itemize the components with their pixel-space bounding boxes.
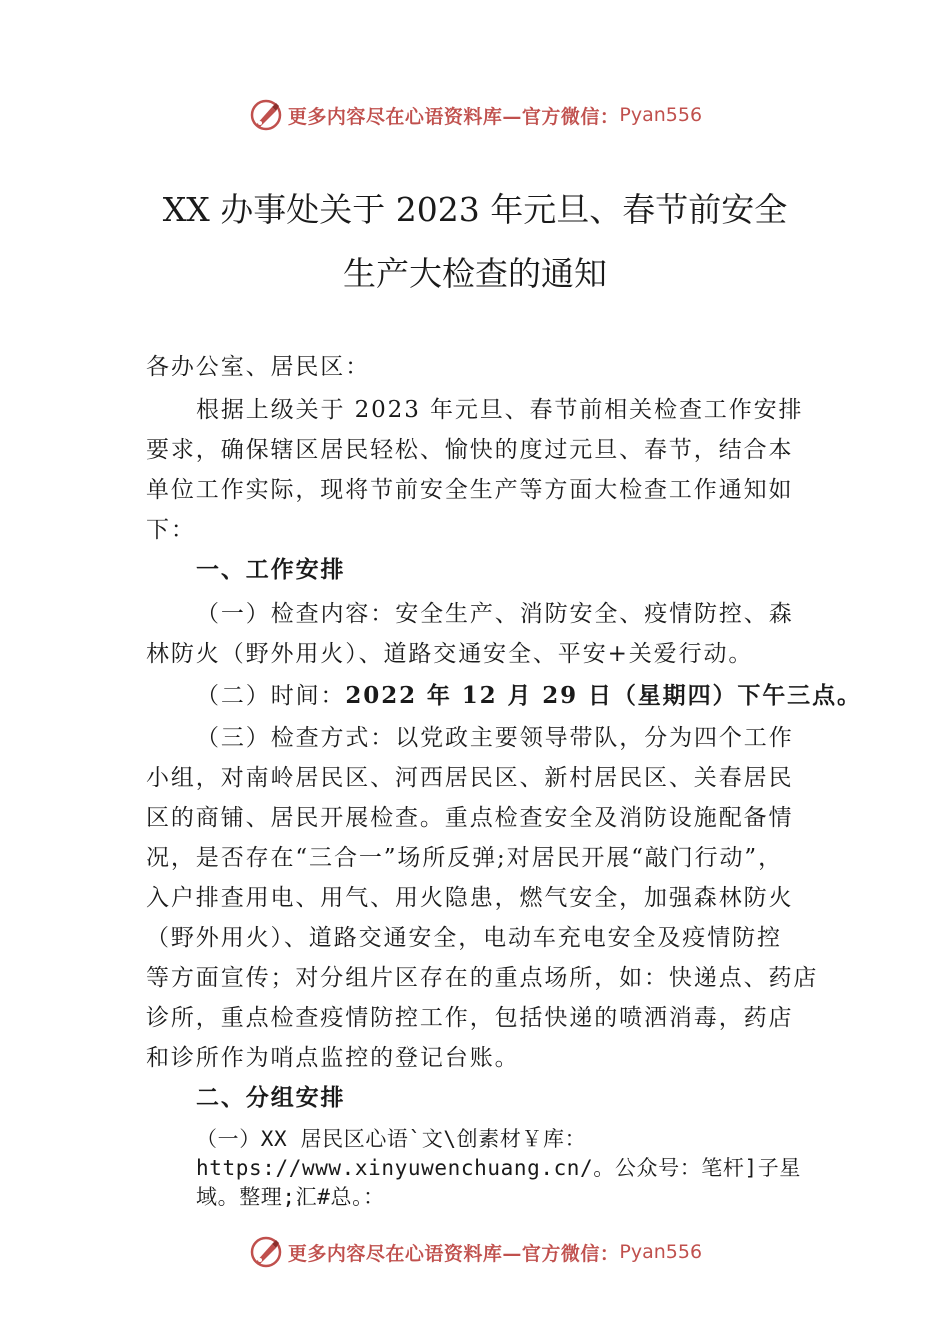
intro-line: 单位工作实际，现将节前安全生产等方面大检查工作通知如 xyxy=(146,477,794,503)
item-2-value: 2022 年 12 月 29 日（星期四）下午三点。 xyxy=(345,682,862,709)
pen-logo-icon xyxy=(248,97,284,133)
document-title xyxy=(100,178,850,306)
footer-banner xyxy=(0,1232,950,1272)
group-1-line: https://www.xinyuwenchuang.cn/。公众号：笔杆]子星 xyxy=(196,1156,801,1180)
item-3-line: （三）检查方式：以党政主要领导带队，分为四个工作 xyxy=(196,725,794,751)
section-1-heading: 一、工作安排 xyxy=(196,556,346,583)
item-1-line: 林防火（野外用火）、道路交通安全、平安+关爱行动。 xyxy=(146,641,754,667)
item-3-line: 况，是否存在“三合一”场所反弹;对居民开展“敲门行动”， xyxy=(146,845,783,871)
banner-text: 更多内容尽在心语资料库—官方微信： xyxy=(287,1242,620,1265)
title-line-1: XX 办事处关于 2023 年元旦、春节前安全 xyxy=(162,190,788,229)
header-banner xyxy=(0,95,950,135)
group-1-line: （一）XX 居民区心语`文\创素材￥库： xyxy=(196,1127,587,1151)
item-1-line: （一）检查内容：安全生产、消防安全、疫情防控、森 xyxy=(196,601,794,627)
item-3-line: 入户排查用电、用气、用火隐患，燃气安全，加强森林防火 xyxy=(146,885,794,911)
item-2-label: （二）时间： xyxy=(196,683,346,709)
salutation: 各办公室、居民区： xyxy=(146,354,371,380)
item-3-line: 小组，对南岭居民区、河西居民区、新村居民区、关春居民 xyxy=(146,765,794,791)
item-3-line: 和诊所作为哨点监控的登记台账。 xyxy=(146,1045,520,1071)
item-3-line: 等方面宣传；对分组片区存在的重点场所，如：快递点、药店 xyxy=(146,965,819,991)
section-2-heading: 二、分组安排 xyxy=(196,1084,346,1111)
banner-wechat-id: Pyan556 xyxy=(619,1241,703,1263)
pen-logo-icon xyxy=(248,1234,284,1270)
intro-line: 根据上级关于 2023 年元旦、春节前相关检查工作安排 xyxy=(196,397,804,423)
intro-line: 下： xyxy=(146,517,196,543)
item-3-line: 诊所，重点检查疫情防控工作，包括快递的喷洒消毒，药店 xyxy=(146,1005,794,1031)
banner-wechat-id: Pyan556 xyxy=(619,104,703,126)
item-3-line: 区的商铺、居民开展检查。重点检查安全及消防设施配备情 xyxy=(146,805,794,831)
banner-text: 更多内容尽在心语资料库—官方微信： xyxy=(287,105,620,128)
group-1-line: 域。整理;汇#总。： xyxy=(196,1185,385,1209)
item-2 xyxy=(196,677,862,710)
title-line-2: 生产大检查的通知 xyxy=(343,254,607,293)
item-3-line: （野外用火）、道路交通安全，电动车充电安全及疫情防控 xyxy=(146,925,782,951)
intro-line: 要求，确保辖区居民轻松、愉快的度过元旦、春节，结合本 xyxy=(146,437,794,463)
